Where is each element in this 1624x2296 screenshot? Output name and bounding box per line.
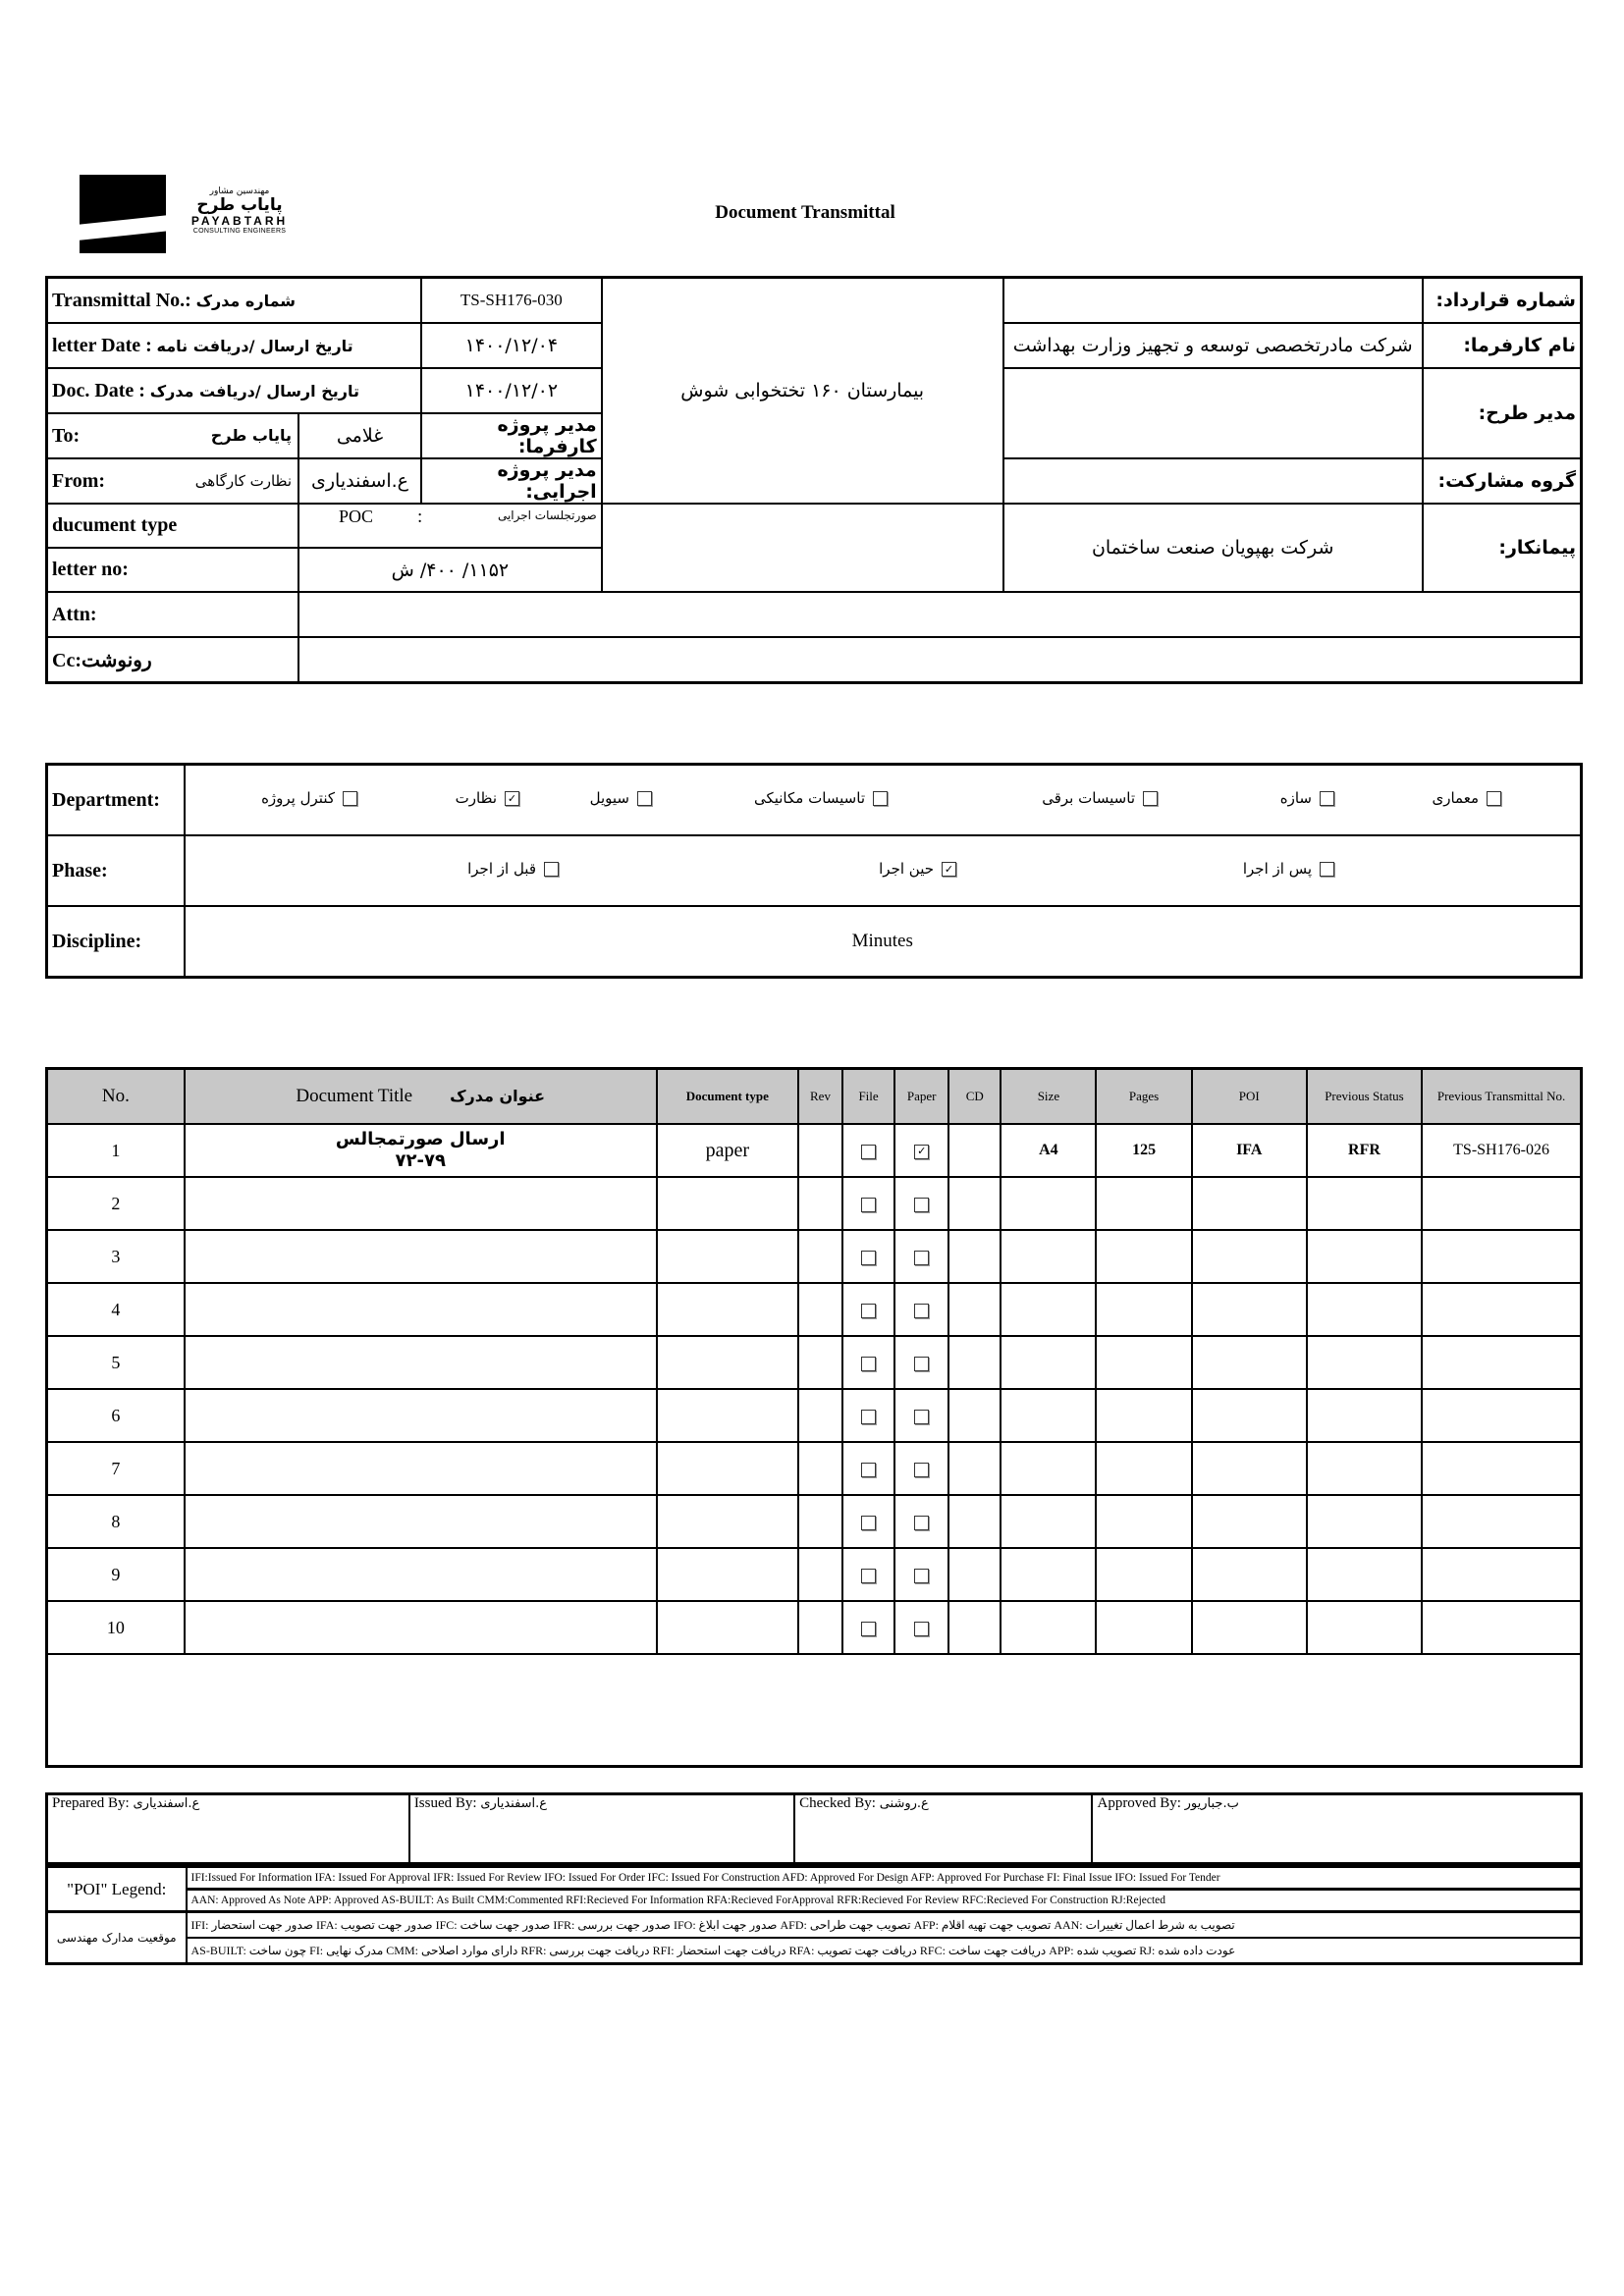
row-pages[interactable] [1096, 1336, 1191, 1389]
row-cd[interactable] [948, 1124, 1001, 1177]
cc-label: Cc:رونوشت [47, 637, 299, 683]
row-cd[interactable] [948, 1230, 1001, 1283]
dept-option-electrical[interactable]: تاسیسات برقی [1042, 789, 1158, 807]
row-prev-transmittal[interactable] [1422, 1283, 1581, 1336]
file-cell[interactable] [842, 1495, 894, 1548]
row-no: 10 [47, 1601, 185, 1654]
table-row [47, 1389, 1582, 1442]
attn-label: Attn: [47, 592, 299, 637]
row-rev[interactable] [798, 1230, 842, 1283]
row-pages[interactable] [1096, 1548, 1191, 1601]
row-poi[interactable]: IFA [1192, 1124, 1307, 1177]
row-size[interactable] [1001, 1336, 1096, 1389]
row-prev-transmittal[interactable] [1422, 1548, 1581, 1601]
checkbox-icon[interactable] [861, 1463, 876, 1477]
row-doc-type[interactable] [657, 1495, 798, 1548]
table-row [47, 1548, 1582, 1601]
row-prev-status[interactable] [1307, 1283, 1422, 1336]
dept-option-supervision[interactable]: نظارت ✓ [456, 789, 519, 807]
checkbox-icon[interactable] [914, 1622, 929, 1636]
partner-group-label: گروه مشارکت: [1423, 458, 1582, 504]
col-file: File [842, 1069, 894, 1125]
paper-cell[interactable] [894, 1601, 948, 1654]
row-cd[interactable] [948, 1442, 1001, 1495]
logo-mark [80, 175, 166, 253]
row-pages[interactable] [1096, 1495, 1191, 1548]
remarks-area[interactable] [47, 1654, 1582, 1767]
paper-cell[interactable] [894, 1548, 948, 1601]
exec-pm-label: مدیر پروژه اجرایی: [421, 458, 602, 504]
checkbox-icon[interactable] [914, 1410, 929, 1424]
poi-legend-line1: IFI:Issued For Information IFA: Issued For Approval IFR: Issued For Review IFO: Issued For Order IFC: Issued For Construction AFD: Approved For Design AFP: Approved For Purchase FI: Final Issue IFO: Issued For Tender [187, 1867, 1582, 1890]
row-rev[interactable] [798, 1495, 842, 1548]
poi-legend-line2: AAN: Approved As Note APP: Approved AS-BUILT: As Built CMM:Commented RFI:Recieved For Information RFA:Recieved ForApproval RFR:Recieved For Review RFC:Recieved For Construction RJ:Rejected [187, 1890, 1582, 1912]
checkbox-icon[interactable] [914, 1357, 929, 1371]
phase-option-before[interactable]: قبل از اجرا [467, 860, 559, 878]
row-prev-transmittal[interactable]: TS-SH176-026 [1422, 1124, 1581, 1177]
checkbox-icon[interactable] [861, 1410, 876, 1424]
phase-label: Phase: [47, 835, 185, 906]
plan-manager-label: مدیر طرح: [1423, 368, 1582, 458]
page-title: Document Transmittal [715, 202, 895, 223]
row-pages[interactable] [1096, 1177, 1191, 1230]
signature-table [45, 1792, 1583, 1865]
client-pm-name: غلامی [298, 413, 421, 458]
row-no: 3 [47, 1230, 185, 1283]
paper-cell[interactable] [894, 1283, 948, 1336]
from-value: نظارت کارگاهی [194, 472, 293, 490]
checkbox-icon[interactable] [861, 1622, 876, 1636]
prepared-by[interactable]: Prepared By: ع.اسفندیاری [47, 1794, 409, 1864]
row-no: 1 [47, 1124, 185, 1177]
logo-fa-name: پایاب طرح [196, 195, 283, 215]
checkbox-icon[interactable] [544, 862, 559, 877]
checkbox-icon[interactable] [873, 791, 888, 806]
row-title[interactable] [185, 1601, 657, 1654]
doc-type-value: POC : صورتجلسات اجرایی [298, 504, 602, 548]
paper-cell[interactable] [894, 1389, 948, 1442]
paper-cell[interactable] [894, 1177, 948, 1230]
row-cd[interactable] [948, 1548, 1001, 1601]
doc-date-label: Doc. Date : تاریخ ارسال /دریافت مدرک [47, 368, 421, 413]
doc-type-label: ducument type [47, 504, 299, 548]
row-pages[interactable] [1096, 1283, 1191, 1336]
file-cell[interactable] [842, 1124, 894, 1177]
row-doc-type[interactable] [657, 1230, 798, 1283]
row-pages[interactable] [1096, 1442, 1191, 1495]
file-cell[interactable] [842, 1601, 894, 1654]
file-cell[interactable] [842, 1548, 894, 1601]
table-row [47, 1230, 1582, 1283]
checkbox-icon[interactable] [914, 1198, 929, 1212]
row-title[interactable]: ارسال صورتمجالس ۷۲-۷۹ [185, 1124, 657, 1177]
checkbox-icon[interactable] [861, 1357, 876, 1371]
row-poi[interactable] [1192, 1283, 1307, 1336]
contractor-label: پیمانکار: [1423, 504, 1582, 592]
row-poi[interactable] [1192, 1177, 1307, 1230]
row-size[interactable] [1001, 1601, 1096, 1654]
row-poi[interactable] [1192, 1336, 1307, 1389]
row-no: 8 [47, 1495, 185, 1548]
phase-option-during[interactable]: حین اجرا ✓ [879, 860, 956, 878]
row-prev-status[interactable] [1307, 1601, 1422, 1654]
table-row [47, 1124, 1582, 1177]
checkbox-checked-icon[interactable]: ✓ [505, 791, 519, 806]
row-prev-transmittal[interactable] [1422, 1601, 1581, 1654]
logo-en-name: PAYABTARH [190, 214, 289, 228]
client-pm-label: مدیر پروژه کارفرما: [421, 413, 602, 458]
row-poi[interactable] [1192, 1230, 1307, 1283]
logo-subtitle: CONSULTING ENGINEERS [192, 228, 287, 235]
to-label: To: پایاب طرح [47, 413, 299, 458]
row-prev-status[interactable] [1307, 1177, 1422, 1230]
from-label: From: نظارت کارگاهی [47, 458, 299, 504]
company-logo-text [171, 187, 308, 235]
department-options [185, 765, 1582, 836]
row-no: 7 [47, 1442, 185, 1495]
transmittal-no-label: Transmittal No.: شماره مدرک [47, 278, 421, 324]
row-poi[interactable] [1192, 1601, 1307, 1654]
letter-no-value: ۱۱۵۲/ ۴۰۰/ ش [298, 548, 602, 592]
checkbox-icon[interactable] [343, 791, 357, 806]
row-prev-transmittal[interactable] [1422, 1442, 1581, 1495]
checkbox-icon[interactable] [1143, 791, 1158, 806]
row-doc-type[interactable] [657, 1389, 798, 1442]
row-prev-status[interactable]: RFR [1307, 1124, 1422, 1177]
attn-field[interactable] [298, 592, 1581, 637]
partner-group-value [1003, 458, 1423, 504]
row-cd[interactable] [948, 1389, 1001, 1442]
documents-table [45, 1067, 1583, 1768]
col-paper: Paper [894, 1069, 948, 1125]
row-cd[interactable] [948, 1336, 1001, 1389]
col-pages: Pages [1096, 1069, 1191, 1125]
row-cd[interactable] [948, 1495, 1001, 1548]
checkbox-icon[interactable] [861, 1251, 876, 1265]
row-prev-status[interactable] [1307, 1548, 1422, 1601]
row-no: 2 [47, 1177, 185, 1230]
row-doc-type[interactable] [657, 1548, 798, 1601]
col-poi: POI [1192, 1069, 1307, 1125]
paper-cell[interactable] [894, 1124, 948, 1177]
checkbox-icon[interactable] [914, 1304, 929, 1318]
dept-option-mechanical[interactable]: تاسیسات مکانیکی [754, 789, 888, 807]
checked-by[interactable]: Checked By: ع.روشنی [794, 1794, 1092, 1864]
col-rev: Rev [798, 1069, 842, 1125]
row-no: 4 [47, 1283, 185, 1336]
checkbox-icon[interactable] [1487, 791, 1501, 806]
row-cd[interactable] [948, 1283, 1001, 1336]
paper-cell[interactable] [894, 1495, 948, 1548]
approved-by[interactable]: Approved By: ب.جباریور [1092, 1794, 1581, 1864]
row-poi[interactable] [1192, 1548, 1307, 1601]
client-name-label: نام کارفرما: [1423, 323, 1582, 368]
discipline-label: Discipline: [47, 906, 185, 978]
row-prev-status[interactable] [1307, 1442, 1422, 1495]
row-doc-type[interactable] [657, 1336, 798, 1389]
discipline-value: Minutes [185, 906, 1582, 978]
col-no: No. [47, 1069, 185, 1125]
paper-cell[interactable] [894, 1230, 948, 1283]
phase-options [185, 835, 1582, 906]
row-rev[interactable] [798, 1124, 842, 1177]
fa-legend-label: موقعیت مدارک مهندسی [47, 1912, 187, 1964]
row-cd[interactable] [948, 1177, 1001, 1230]
file-cell[interactable] [842, 1283, 894, 1336]
client-name-value: شرکت مادرتخصصی توسعه و تجهیز وزارت بهداشت [1003, 323, 1423, 368]
row-size[interactable] [1001, 1389, 1096, 1442]
checkbox-icon[interactable] [1320, 791, 1334, 806]
checkbox-icon[interactable] [861, 1569, 876, 1583]
header-table [45, 276, 1583, 684]
letter-date-label: letter Date : تاریخ ارسال /دریافت نامه [47, 323, 421, 368]
issued-by[interactable]: Issued By: ع.اسفندیاری [409, 1794, 794, 1864]
cc-field[interactable] [298, 637, 1581, 683]
classification-table [45, 763, 1583, 979]
row-prev-status[interactable] [1307, 1336, 1422, 1389]
row-pages[interactable] [1096, 1389, 1191, 1442]
file-cell[interactable] [842, 1336, 894, 1389]
legend-table [45, 1865, 1583, 1965]
row-rev[interactable] [798, 1283, 842, 1336]
col-doc-type: Document type [657, 1069, 798, 1125]
row-pages[interactable] [1096, 1601, 1191, 1654]
checkbox-checked-icon[interactable]: ✓ [942, 862, 956, 877]
row-prev-transmittal[interactable] [1422, 1177, 1581, 1230]
transmittal-no-value: TS-SH176-030 [421, 278, 602, 324]
checkbox-icon[interactable] [914, 1251, 929, 1265]
row-no: 9 [47, 1548, 185, 1601]
row-doc-type[interactable] [657, 1177, 798, 1230]
row-poi[interactable] [1192, 1442, 1307, 1495]
row-no: 6 [47, 1389, 185, 1442]
checkbox-icon[interactable] [914, 1516, 929, 1530]
row-rev[interactable] [798, 1548, 842, 1601]
row-prev-status[interactable] [1307, 1230, 1422, 1283]
row-prev-transmittal[interactable] [1422, 1336, 1581, 1389]
checkbox-icon[interactable] [861, 1304, 876, 1318]
checkbox-icon[interactable] [637, 791, 652, 806]
plan-manager-value [1003, 368, 1423, 458]
row-size[interactable] [1001, 1548, 1096, 1601]
phase-option-after[interactable]: پس از اجرا [1243, 860, 1334, 878]
fa-legend-line2: AS-BUILT: چون ساخت FI: مدرک نهایی CMM: دارای موارد اصلاحی RFR: دریافت جهت بررسی RFI: دریافت جهت استحضار RFA: دریافت جهت تصویب RFC: دریافت جهت ساخت APP: تصویب شده RJ: عودت داده شده [187, 1938, 1582, 1964]
row-prev-transmittal[interactable] [1422, 1389, 1581, 1442]
row-size[interactable] [1001, 1177, 1096, 1230]
row-pages[interactable] [1096, 1230, 1191, 1283]
exec-pm-name: ع.اسفندیاری [298, 458, 421, 504]
letter-no-label: letter no: [47, 548, 299, 592]
table-header-row [47, 1069, 1582, 1125]
col-size: Size [1001, 1069, 1096, 1125]
row-rev[interactable] [798, 1601, 842, 1654]
dept-option-civil[interactable]: سیویل [590, 789, 652, 807]
project-name: بیمارستان ۱۶۰ تختخوابی شوش [602, 278, 1003, 505]
file-cell[interactable] [842, 1177, 894, 1230]
col-title: Document Title عنوان مدرک [185, 1069, 657, 1125]
row-title[interactable] [185, 1177, 657, 1230]
row-no: 5 [47, 1336, 185, 1389]
row-title[interactable] [185, 1442, 657, 1495]
table-row [47, 1283, 1582, 1336]
row-size[interactable]: A4 [1001, 1124, 1096, 1177]
contract-no-label: شماره قرارداد: [1423, 278, 1582, 324]
logo-fa-subtitle: مهندسین مشاور [209, 187, 270, 196]
row-size[interactable] [1001, 1230, 1096, 1283]
row-prev-status[interactable] [1307, 1389, 1422, 1442]
table-row [47, 1336, 1582, 1389]
doc-date-value: ۱۴۰۰/۱۲/۰۲ [421, 368, 602, 413]
row-size[interactable] [1001, 1442, 1096, 1495]
row-size[interactable] [1001, 1495, 1096, 1548]
row-doc-type[interactable] [657, 1601, 798, 1654]
checkbox-icon[interactable] [1320, 862, 1334, 877]
row-title[interactable] [185, 1336, 657, 1389]
row-prev-transmittal[interactable] [1422, 1495, 1581, 1548]
col-prev-status: Previous Status [1307, 1069, 1422, 1125]
row-title[interactable] [185, 1495, 657, 1548]
row-doc-type[interactable] [657, 1283, 798, 1336]
col-prev-transmittal: Previous Transmittal No. [1422, 1069, 1581, 1125]
fa-legend-line1: IFI: صدور جهت استحضار IFA: صدور جهت تصویب IFC: صدور جهت ساخت IFR: صدور جهت بررسی IFO: صدور جهت ابلاغ AFD: تصویب جهت طراحی AFP: تصویب جهت تهیه اقلام AAN: تصویب به شرط اعمال تغییرات [187, 1912, 1582, 1939]
dept-option-project-control[interactable]: کنترل پروژه [261, 789, 357, 807]
row-rev[interactable] [798, 1336, 842, 1389]
paper-cell[interactable] [894, 1336, 948, 1389]
file-cell[interactable] [842, 1442, 894, 1495]
checkbox-icon[interactable] [914, 1463, 929, 1477]
table-row [47, 1177, 1582, 1230]
table-row [47, 1601, 1582, 1654]
contract-no-value [1003, 278, 1423, 324]
col-cd: CD [948, 1069, 1001, 1125]
row-prev-status[interactable] [1307, 1495, 1422, 1548]
dept-option-structure[interactable]: سازه [1280, 789, 1334, 807]
row-prev-transmittal[interactable] [1422, 1230, 1581, 1283]
row-cd[interactable] [948, 1601, 1001, 1654]
checkbox-icon[interactable] [914, 1569, 929, 1583]
file-cell[interactable] [842, 1230, 894, 1283]
row-title[interactable] [185, 1389, 657, 1442]
row-poi[interactable] [1192, 1495, 1307, 1548]
checkbox-icon[interactable] [861, 1145, 876, 1159]
poi-legend-label: "POI" Legend: [47, 1867, 187, 1912]
row-rev[interactable] [798, 1442, 842, 1495]
contractor-value: شرکت بهپویان صنعت ساختمان [1003, 504, 1423, 592]
row-poi[interactable] [1192, 1389, 1307, 1442]
row-title[interactable] [185, 1283, 657, 1336]
paper-cell[interactable] [894, 1442, 948, 1495]
row-rev[interactable] [798, 1389, 842, 1442]
department-label: Department: [47, 765, 185, 836]
row-doc-type[interactable]: paper [657, 1124, 798, 1177]
table-row [47, 1495, 1582, 1548]
checkbox-icon[interactable] [861, 1198, 876, 1212]
letter-date-value: ۱۴۰۰/۱۲/۰۴ [421, 323, 602, 368]
row-rev[interactable] [798, 1177, 842, 1230]
table-row [47, 1442, 1582, 1495]
row-doc-type[interactable] [657, 1442, 798, 1495]
to-value: پایاب طرح [210, 426, 293, 445]
row-size[interactable] [1001, 1283, 1096, 1336]
checkbox-checked-icon[interactable]: ✓ [914, 1145, 929, 1159]
row-title[interactable] [185, 1230, 657, 1283]
row-title[interactable] [185, 1548, 657, 1601]
row-pages[interactable]: 125 [1096, 1124, 1191, 1177]
dept-option-architecture[interactable]: معماری [1433, 789, 1502, 807]
file-cell[interactable] [842, 1389, 894, 1442]
checkbox-icon[interactable] [861, 1516, 876, 1530]
